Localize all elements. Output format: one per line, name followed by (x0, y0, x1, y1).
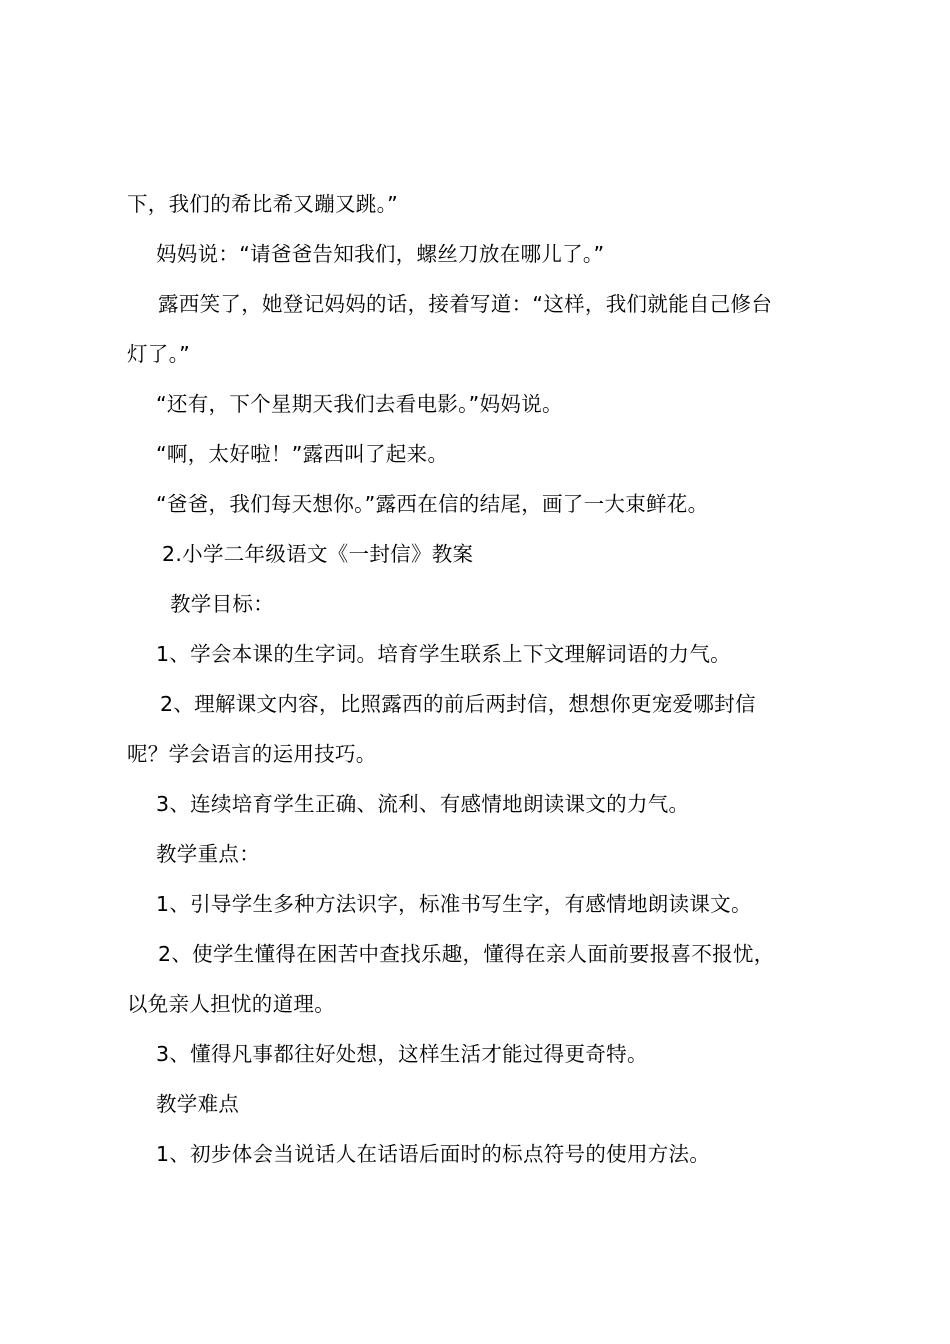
text-line: 1、初步体会当说话人在话语后面时的标点符号的使用方法。 (156, 1142, 711, 1166)
text-line: 呢？学会语言的运用技巧。 (127, 742, 377, 766)
text-line: 1、学会本课的生字词。培育学生联系上下文理解词语的力气。 (156, 642, 731, 666)
text-line: “爸爸，我们每天想你。”露西在信的结尾，画了一大束鲜花。 (156, 492, 709, 516)
text-line: 3、连续培育学生正确、流利、有感情地朗读课文的力气。 (156, 792, 690, 816)
subheading: 教学目标： (170, 592, 274, 616)
subheading: 教学难点 (156, 1092, 240, 1116)
text-line: 3、懂得凡事都往好处想，这样生活才能过得更奇特。 (156, 1042, 648, 1066)
text-line: 2、理解课文内容，比照露西的前后两封信，想想你更宠爱哪封信 (160, 692, 756, 716)
subheading: 教学重点： (156, 842, 260, 866)
text-line: 以免亲人担忧的道理。 (127, 992, 335, 1016)
text-line: 1、引导学生多种方法识字，标准书写生字，有感情地朗读课文。 (156, 892, 752, 916)
text-line: 灯了。” (127, 342, 191, 366)
text-line: 妈妈说：“请爸爸告知我们，螺丝刀放在哪儿了。” (156, 242, 605, 266)
text-line: 下，我们的希比希又蹦又跳。” (127, 192, 399, 216)
text-line: “啊，太好啦！”露西叫了起来。 (156, 442, 449, 466)
text-line: “还有，下个星期天我们去看电影。”妈妈说。 (156, 392, 563, 416)
section-heading: 2.小学二年级语文《一封信》教案 (162, 542, 474, 566)
text-line: 2、使学生懂得在困苦中查找乐趣，懂得在亲人面前要报喜不报忧， (158, 942, 775, 966)
text-line: 露西笑了，她登记妈妈的话，接着写道：“这样，我们就能自己修台 (158, 292, 773, 316)
